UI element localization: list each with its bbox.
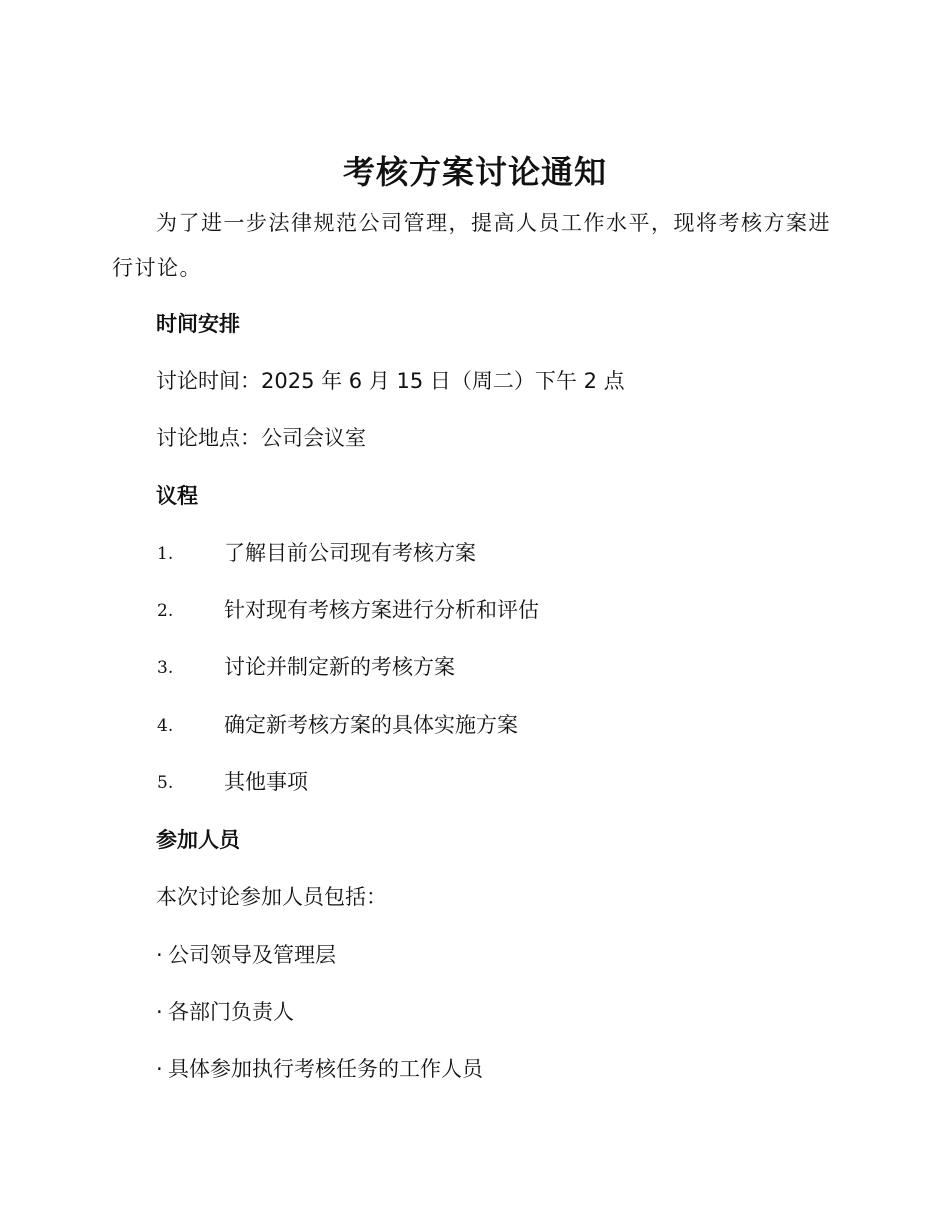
agenda-item-text: 其他事项: [224, 770, 308, 794]
discussion-place: 讨论地点：公司会议室: [156, 426, 366, 450]
document-title: 考核方案讨论通知: [342, 153, 607, 191]
intro-paragraph: 为了进一步法律规范公司管理，提高人员工作水平，现将考核方案进行讨论。: [112, 211, 831, 280]
discussion-time: 讨论时间：2025 年 6 月 15 日（周二）下午 2 点: [156, 369, 625, 393]
participant-text: 各部门负责人: [168, 1000, 294, 1024]
agenda-item-number: 3.: [157, 658, 174, 678]
bullet-icon: ·: [156, 1000, 163, 1024]
participant-text: 公司领导及管理层: [168, 943, 336, 967]
agenda-item-number: 5.: [157, 773, 174, 793]
list-item: [156, 997, 294, 1027]
agenda-heading: 议程: [156, 484, 198, 508]
agenda-item-number: 4.: [157, 716, 174, 736]
agenda-item-text: 了解目前公司现有考核方案: [224, 541, 476, 565]
participant-text: 具体参加执行考核任务的工作人员: [168, 1057, 483, 1081]
agenda-item-text: 讨论并制定新的考核方案: [224, 655, 455, 679]
list-item: [156, 1054, 483, 1084]
participants-lead: 本次讨论参加人员包括：: [156, 885, 387, 909]
bullet-icon: ·: [156, 943, 163, 967]
list-item: [156, 940, 336, 970]
participants-heading: 参加人员: [156, 828, 240, 852]
agenda-item-number: 1.: [157, 544, 174, 564]
agenda-item-number: 2.: [157, 601, 174, 621]
agenda-item-text: 针对现有考核方案进行分析和评估: [224, 598, 539, 622]
agenda-item-text: 确定新考核方案的具体实施方案: [224, 713, 518, 737]
bullet-icon: ·: [156, 1057, 163, 1081]
schedule-heading: 时间安排: [156, 312, 240, 336]
